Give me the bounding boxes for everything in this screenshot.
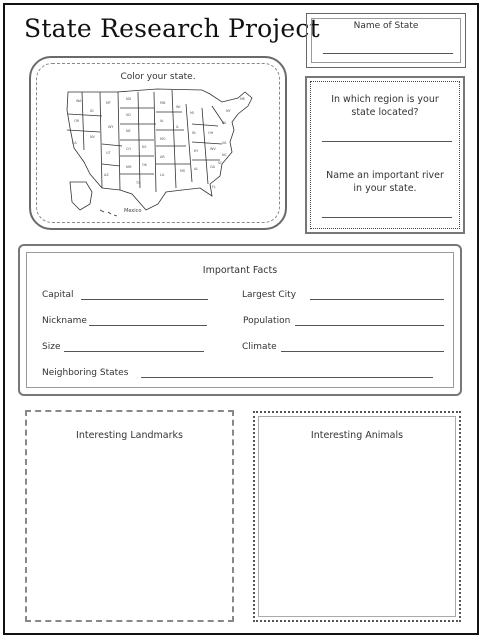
svg-text:AZ: AZ (104, 173, 109, 177)
svg-text:IN: IN (192, 131, 196, 135)
svg-text:IA: IA (160, 119, 164, 123)
capital-answer-line[interactable] (81, 299, 208, 300)
region-question-line-2: state located? (351, 107, 419, 118)
river-question-line-2: in your state. (353, 183, 417, 194)
nickname-label: Nickname (42, 316, 87, 326)
svg-text:NY: NY (226, 109, 231, 113)
region-question-line-1: In which region is your (331, 94, 439, 105)
interesting-animals-label: Interesting Animals (310, 430, 404, 441)
svg-text:SD: SD (126, 113, 131, 117)
svg-text:NM: NM (126, 165, 132, 169)
capital-label: Capital (42, 290, 74, 300)
svg-text:ME: ME (240, 97, 246, 101)
size-label: Size (42, 342, 61, 352)
svg-text:VA: VA (222, 141, 227, 145)
hawaii-outline (100, 210, 117, 216)
population-label: Population (243, 316, 291, 326)
interesting-animals-box (253, 411, 461, 622)
svg-text:WI: WI (176, 105, 181, 109)
important-facts-heading: Important Facts (202, 265, 278, 276)
svg-text:OK: OK (142, 163, 147, 167)
climate-label: Climate (242, 342, 277, 352)
svg-text:TX: TX (136, 181, 141, 185)
state-borders-east (156, 90, 224, 188)
climate-answer-line[interactable] (281, 351, 444, 352)
neighboring-states-label: Neighboring States (42, 368, 129, 378)
svg-text:NE: NE (126, 129, 131, 133)
svg-text:OH: OH (208, 131, 214, 135)
svg-text:FL: FL (212, 185, 216, 189)
svg-text:SC: SC (218, 161, 223, 165)
svg-text:LA: LA (160, 173, 165, 177)
svg-text:ND: ND (126, 97, 132, 101)
svg-text:CO: CO (126, 147, 132, 151)
interesting-landmarks-label: Interesting Landmarks (76, 430, 183, 441)
page-title: State Research Project (24, 14, 320, 43)
name-of-state-label: Name of State (353, 21, 419, 31)
svg-text:GA: GA (210, 165, 215, 169)
svg-text:OR: OR (74, 119, 80, 123)
color-your-state-label: Color your state. (120, 72, 196, 82)
neighboring-states-answer-line[interactable] (141, 377, 433, 378)
river-answer-line[interactable] (322, 217, 452, 218)
svg-text:NC: NC (222, 153, 227, 157)
largest-city-label: Largest City (242, 290, 297, 300)
river-question-line-1: Name an important river (326, 170, 444, 181)
us-outline (67, 89, 252, 210)
svg-text:UT: UT (106, 151, 111, 155)
svg-text:KS: KS (142, 145, 147, 149)
svg-text:WY: WY (108, 125, 114, 129)
size-answer-line[interactable] (64, 351, 204, 352)
svg-text:AR: AR (160, 155, 165, 159)
state-borders-central (120, 92, 156, 192)
name-of-state-answer-line[interactable] (323, 53, 453, 54)
svg-text:MS: MS (180, 169, 186, 173)
nickname-answer-line[interactable] (89, 325, 207, 326)
svg-text:MO: MO (160, 137, 166, 141)
svg-text:MN: MN (160, 101, 166, 105)
svg-text:IL: IL (176, 125, 179, 129)
svg-text:MT: MT (106, 101, 111, 105)
svg-text:CA: CA (72, 141, 77, 145)
svg-text:KY: KY (194, 149, 199, 153)
alaska-outline (70, 182, 92, 210)
population-answer-line[interactable] (295, 325, 444, 326)
interesting-landmarks-box (25, 410, 234, 622)
svg-text:ID: ID (90, 109, 94, 113)
svg-text:MI: MI (190, 111, 194, 115)
svg-text:PA: PA (222, 121, 227, 125)
map-label-mexico: Mexico (124, 208, 142, 214)
us-map (62, 84, 267, 220)
svg-text:AL: AL (194, 167, 199, 171)
svg-text:WV: WV (210, 147, 216, 151)
largest-city-answer-line[interactable] (310, 299, 444, 300)
svg-text:NV: NV (90, 135, 95, 139)
region-answer-line[interactable] (322, 141, 452, 142)
svg-text:WA: WA (76, 99, 82, 103)
